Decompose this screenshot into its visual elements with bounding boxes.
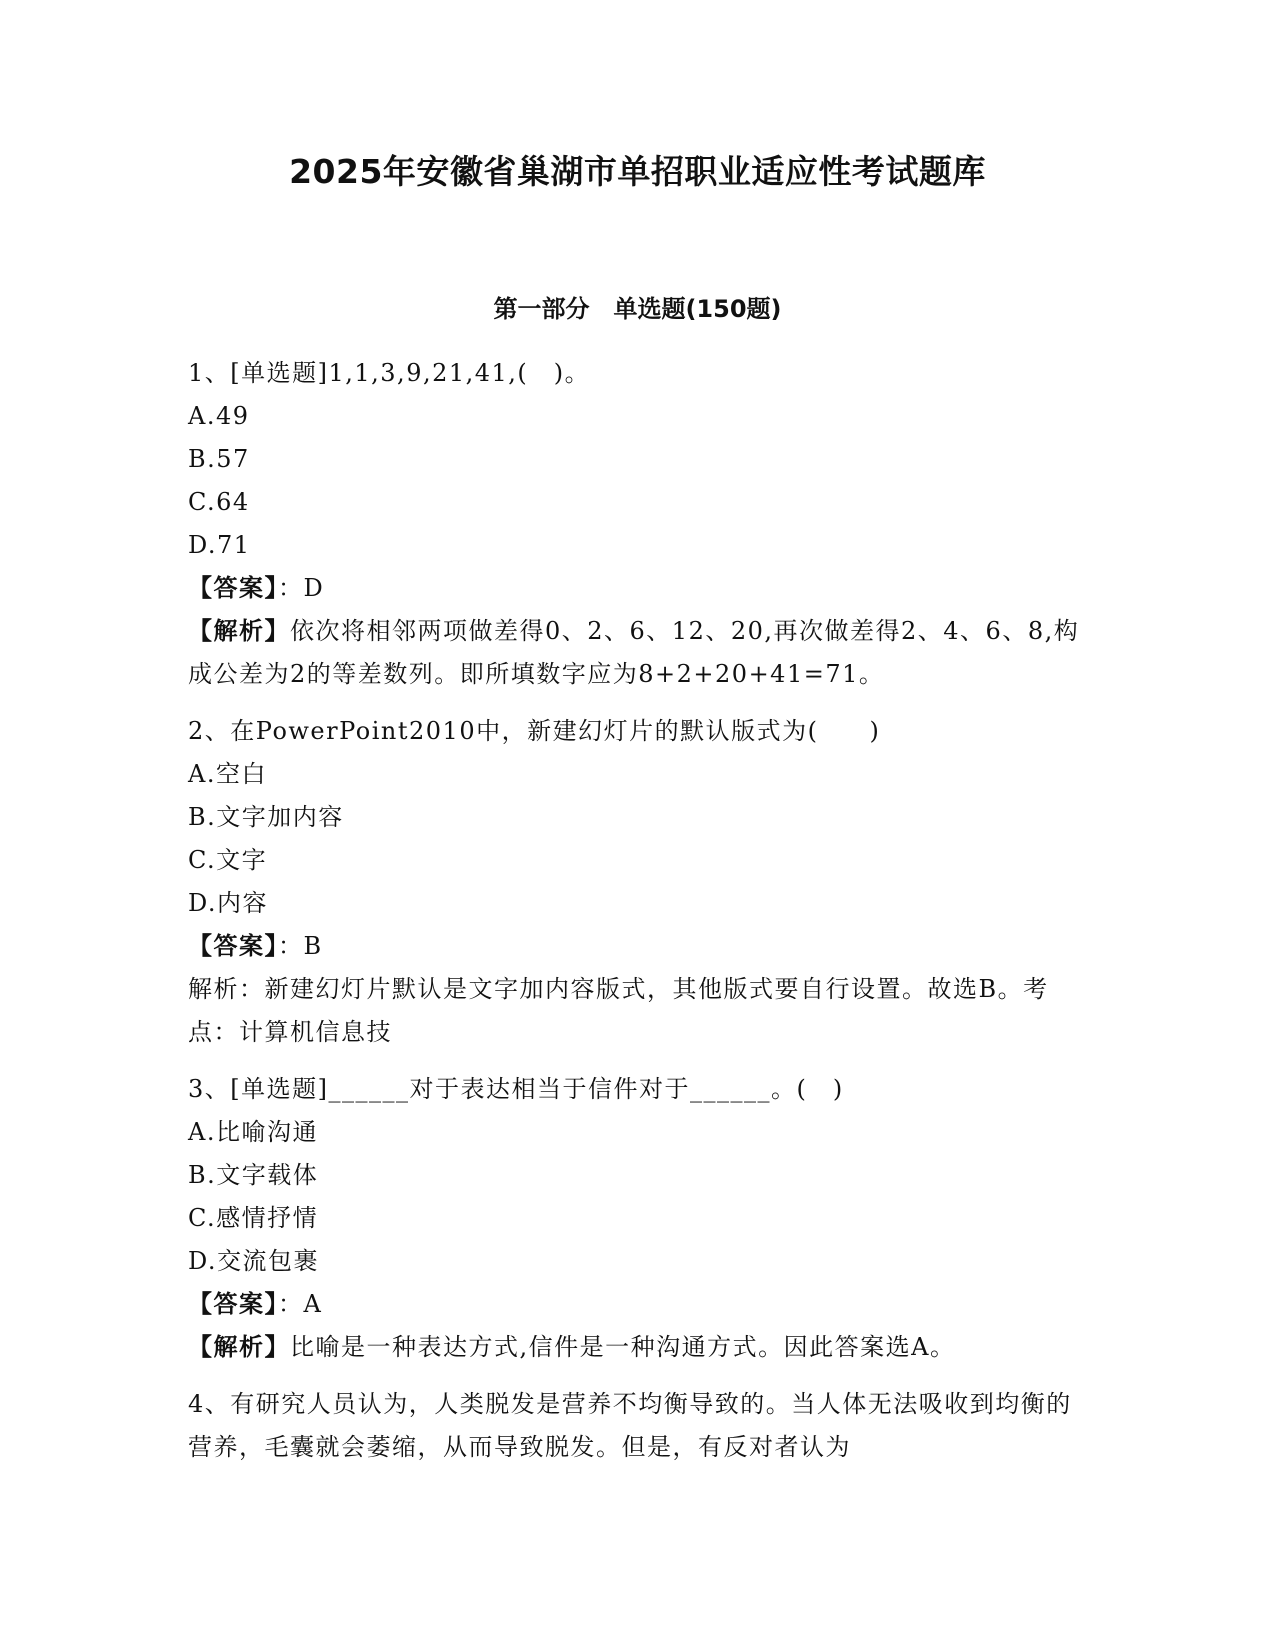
answer-separator: ： (278, 574, 304, 602)
answer-line (188, 925, 1088, 968)
answer-line (188, 567, 1088, 610)
option-a: A.49 (188, 402, 250, 430)
question-item (188, 1068, 1088, 1369)
analysis-text: 比喻是一种表达方式,信件是一种沟通方式。因此答案选A。 (290, 1333, 956, 1361)
answer-value: A (303, 1290, 323, 1318)
option-d: D.内容 (188, 889, 269, 917)
option-a: A.空白 (188, 760, 267, 788)
question-stem: 1、[单选题]1,1,3,9,21,41,( )。 (188, 359, 591, 387)
answer-line (188, 1283, 1088, 1326)
question-stem: 3、[单选题]______对于表达相当于信件对于______。( ) (188, 1075, 844, 1103)
analysis-label: 【解析】 (188, 1333, 290, 1361)
option-c: C.文字 (188, 846, 268, 874)
option-a: A.比喻沟通 (188, 1118, 318, 1146)
option-b: B.文字加内容 (188, 803, 344, 831)
document-title: 2025年安徽省巢湖市单招职业适应性考试题库 (289, 152, 986, 191)
option-c: C.感情抒情 (188, 1204, 319, 1232)
question-stem: 4、有研究人员认为，人类脱发是营养不均衡导致的。当人体无法吸收到均衡的营养，毛囊就会萎缩，从而导致脱发。但是，有反对者认为 (188, 1390, 1072, 1461)
question-item (188, 1383, 1088, 1469)
question-stem: 2、在PowerPoint2010中，新建幻灯片的默认版式为( ) (188, 717, 881, 745)
answer-separator: ： (278, 1290, 304, 1318)
section-heading: 第一部分 单选题(150题) (493, 295, 782, 323)
analysis-label: 【解析】 (188, 617, 290, 645)
question-item (188, 352, 1088, 696)
answer-value: D (303, 574, 325, 602)
option-d: D.71 (188, 531, 251, 559)
answer-separator: ： (278, 932, 304, 960)
question-list (188, 352, 1088, 1483)
analysis-text: 依次将相邻两项做差得0、2、6、12、20,再次做差得2、4、6、8,构成公差为2的等差数列。即所填数字应为8+2+20+41=71。 (188, 617, 1080, 688)
answer-value: B (303, 932, 323, 960)
analysis-paragraph (188, 1326, 1088, 1369)
option-c: C.64 (188, 488, 250, 516)
answer-label: 【答案】 (188, 1290, 278, 1318)
analysis-paragraph (188, 610, 1088, 696)
option-b: B.57 (188, 445, 250, 473)
analysis-paragraph: 解析：新建幻灯片默认是文字加内容版式，其他版式要自行设置。故选B。考点：计算机信息技 (188, 975, 1049, 1046)
option-d: D.交流包裹 (188, 1247, 320, 1275)
answer-label: 【答案】 (188, 574, 278, 602)
question-item (188, 710, 1088, 1054)
option-b: B.文字载体 (188, 1161, 319, 1189)
answer-label: 【答案】 (188, 932, 278, 960)
